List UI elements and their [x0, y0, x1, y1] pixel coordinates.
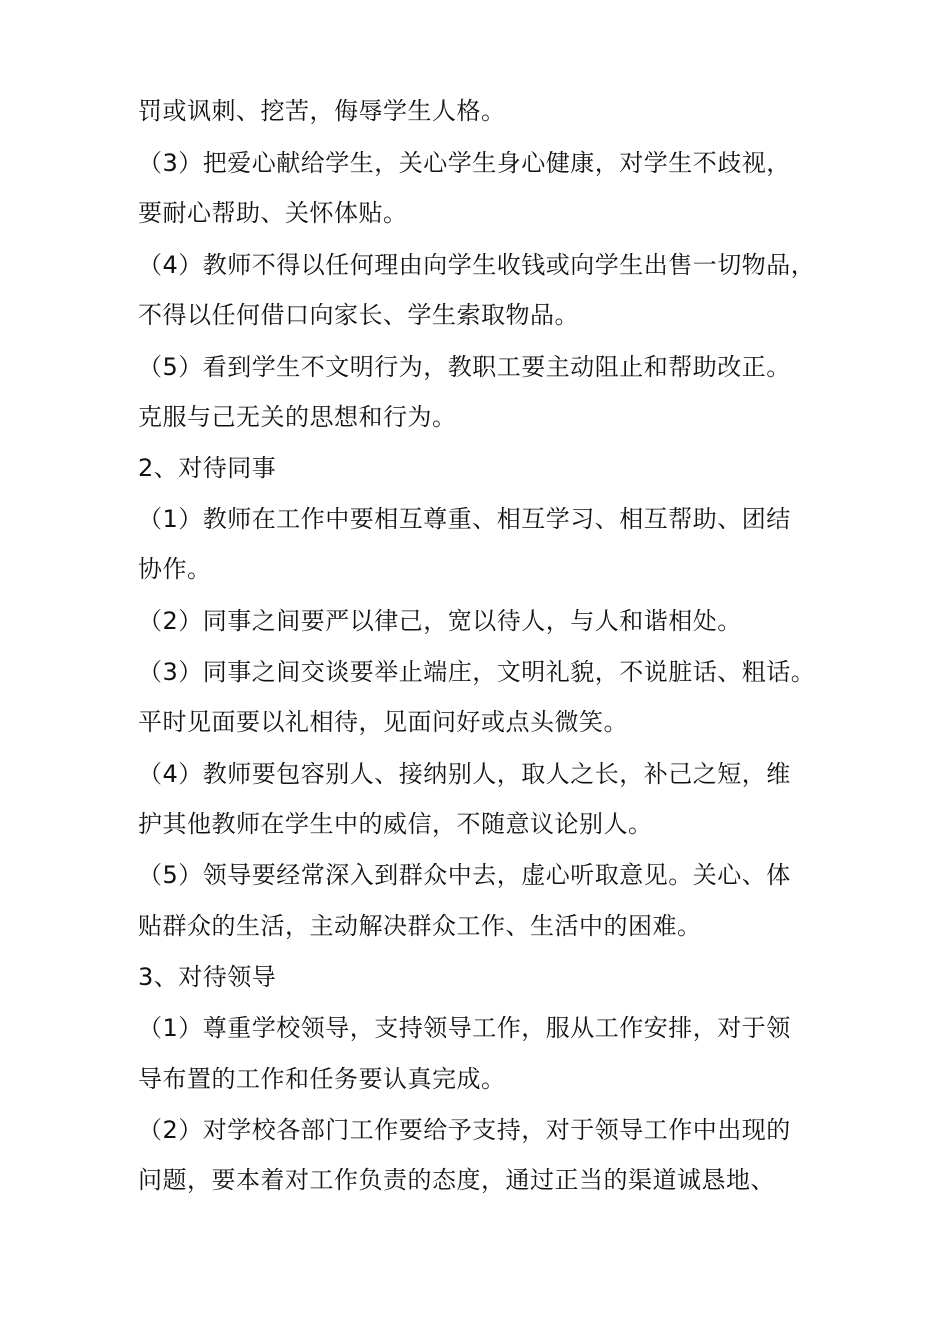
text-line: （3）同事之间交谈要举止端庄，文明礼貌，不说脏话、粗话。: [138, 658, 816, 686]
text-line: 平时见面要以礼相待，见面问好或点头微笑。: [138, 708, 628, 736]
text-line: （2）对学校各部门工作要给予支持，对于领导工作中出现的: [138, 1116, 791, 1144]
text-line: （1）教师在工作中要相互尊重、相互学习、相互帮助、团结: [138, 505, 791, 533]
text-line: （3）把爱心献给学生，关心学生身心健康，对学生不歧视，: [138, 149, 791, 177]
text-line: 贴群众的生活，主动解决群众工作、生活中的困难。: [138, 912, 702, 940]
text-line: （2）同事之间要严以律己，宽以待人，与人和谐相处。: [138, 607, 742, 635]
section-heading: 3、对待领导: [138, 963, 277, 991]
section-heading: 2、对待同事: [138, 454, 277, 482]
text-line: （4）教师不得以任何理由向学生收钱或向学生出售一切物品，: [138, 251, 816, 279]
text-line: （5）领导要经常深入到群众中去，虚心听取意见。关心、体: [138, 861, 791, 889]
text-line: 不得以任何借口向家长、学生索取物品。: [138, 301, 579, 329]
text-line: 协作。: [138, 555, 212, 583]
text-line: （4）教师要包容别人、接纳别人，取人之长，补己之短，维: [138, 760, 791, 788]
text-line: 克服与己无关的思想和行为。: [138, 403, 457, 431]
text-line: 导布置的工作和任务要认真完成。: [138, 1065, 506, 1093]
text-line: 护其他教师在学生中的威信，不随意议论别人。: [138, 810, 653, 838]
text-line: 要耐心帮助、关怀体贴。: [138, 199, 408, 227]
text-line: （5）看到学生不文明行为，教职工要主动阻止和帮助改正。: [138, 353, 791, 381]
text-line: 罚或讽刺、挖苦，侮辱学生人格。: [138, 97, 506, 125]
text-line: 问题，要本着对工作负责的态度，通过正当的渠道诚恳地、: [138, 1166, 775, 1194]
text-line: （1）尊重学校领导，支持领导工作，服从工作安排，对于领: [138, 1014, 791, 1042]
